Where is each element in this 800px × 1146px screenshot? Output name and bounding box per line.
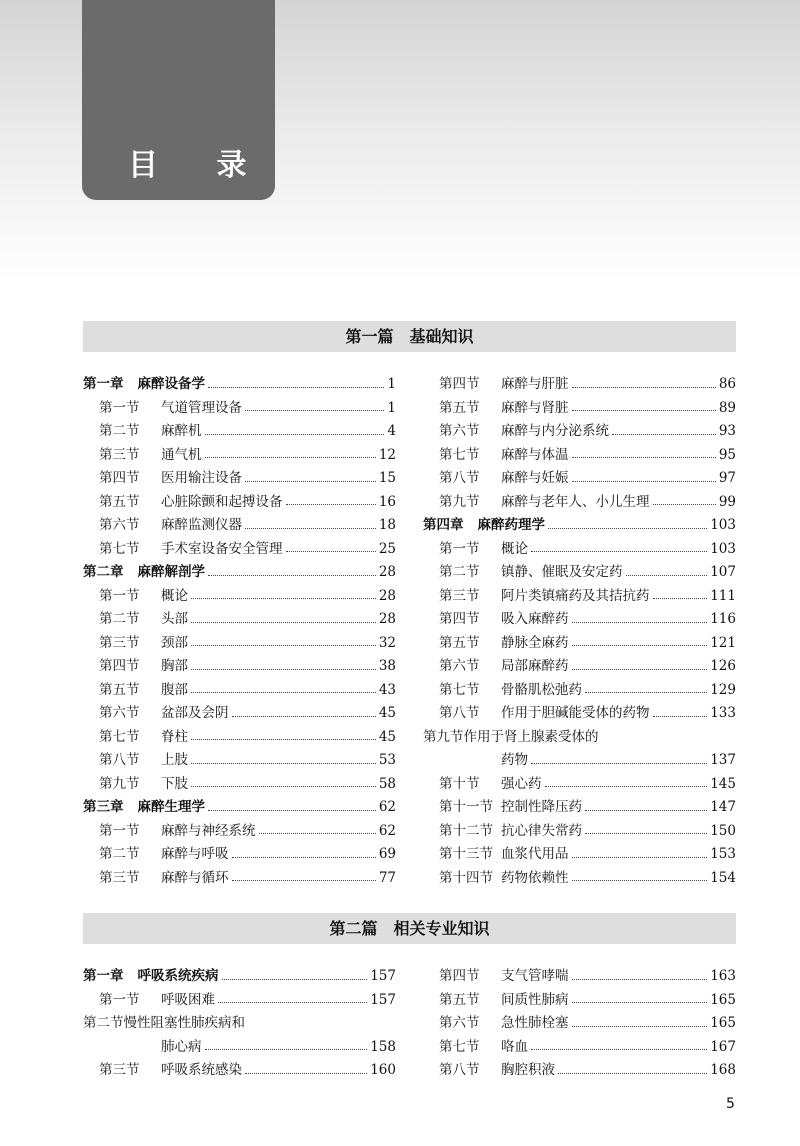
entry-page-number: 133: [710, 705, 736, 721]
entry-title: 强心药: [501, 775, 542, 792]
entry-title: 腹部: [161, 681, 188, 698]
toc-column: [423, 373, 736, 890]
toc-section-entry[interactable]: [83, 989, 396, 1013]
toc-section-entry[interactable]: [423, 796, 736, 820]
entry-number: 第九节: [99, 775, 140, 792]
entry-page-number: 15: [378, 470, 396, 486]
toc-section-entry[interactable]: [83, 867, 396, 891]
entry-title: 阿片类镇痛药及其拮抗药: [501, 587, 650, 604]
entry-page-number: 28: [378, 587, 396, 604]
entry-title: 通气机: [161, 446, 202, 463]
toc-section-entry[interactable]: [83, 444, 396, 468]
entry-number: 第六节: [439, 423, 480, 439]
dot-leader: [191, 668, 376, 670]
dot-leader: [585, 832, 707, 834]
entry-number: 第五节: [99, 493, 140, 510]
entry-page-number: 99: [718, 493, 736, 510]
entry-title: 镇静、催眠及安定药: [501, 564, 623, 580]
entry-title: 麻醉与体温: [501, 446, 569, 463]
toc-section-entry[interactable]: [423, 965, 736, 989]
dot-leader: [245, 480, 376, 482]
entry-page-number: 16: [378, 493, 396, 510]
entry-title: 骨骼肌松弛药: [501, 681, 582, 698]
entry-number: 第九节: [439, 493, 480, 510]
entry-title: 呼吸系统感染: [161, 1062, 242, 1078]
entry-number: 第一节: [99, 399, 140, 416]
dot-leader: [531, 762, 707, 764]
entry-page-number: 157: [370, 991, 396, 1008]
entry-number: 第一章: [83, 968, 124, 984]
entry-title: 麻醉解剖学: [137, 564, 205, 580]
entry-number: 第四节: [99, 470, 140, 486]
entry-number: 第八节: [439, 470, 480, 486]
entry-title: 麻醉药理学: [477, 517, 545, 533]
entry-title: 胸部: [161, 658, 188, 674]
entry-number: 第二节: [439, 564, 480, 580]
entry-title: 麻醉与呼吸: [161, 846, 229, 862]
entry-title: 控制性降压药: [501, 799, 582, 815]
entry-page-number: 43: [378, 681, 396, 698]
toc-section-entry[interactable]: [83, 1036, 396, 1060]
entry-page-number: 150: [710, 822, 736, 839]
entry-title: 静脉全麻药: [501, 634, 569, 651]
toc-section-entry[interactable]: [423, 989, 736, 1013]
toc-section-entry[interactable]: [423, 538, 736, 562]
entry-number: 第九节: [423, 728, 464, 745]
toc-section-entry[interactable]: [423, 491, 736, 515]
entry-number: 第八节: [439, 1062, 480, 1078]
entry-number: 第四章: [423, 517, 464, 533]
entry-title: 麻醉与老年人、小儿生理: [501, 493, 650, 510]
entry-page-number: 154: [710, 869, 736, 886]
toc-chapter-entry[interactable]: [83, 561, 396, 585]
toc-section-entry[interactable]: [423, 867, 736, 891]
entry-page-number: 137: [710, 752, 736, 768]
entry-title: 血浆代用品: [501, 846, 569, 862]
entry-title: 药物: [501, 752, 528, 768]
entry-number: 第六节: [439, 1015, 480, 1031]
entry-page-number: 4: [387, 423, 396, 439]
entry-title: 概论: [501, 540, 528, 557]
toc-section-entry[interactable]: [83, 491, 396, 515]
entry-title: 胸腔积液: [501, 1062, 555, 1078]
entry-title: 抗心律失常药: [501, 822, 582, 839]
entry-title: 盆部及会阴: [161, 705, 229, 721]
entry-page-number: 45: [378, 728, 396, 745]
toc-section-entry[interactable]: [83, 820, 396, 844]
dot-leader: [245, 409, 384, 411]
entry-page-number: 121: [710, 634, 736, 651]
dot-leader: [245, 527, 376, 529]
dot-leader: [572, 480, 716, 482]
toc-chapter-entry[interactable]: [83, 965, 396, 989]
entry-title: 作用于胆碱能受体的药物: [501, 705, 650, 721]
entry-title: 呼吸系统疾病: [137, 968, 219, 984]
entry-number: 第八节: [439, 705, 480, 721]
toc-section-entry[interactable]: [423, 561, 736, 585]
toc-chapter-entry[interactable]: [83, 373, 396, 397]
toc-section-entry[interactable]: [423, 702, 736, 726]
entry-page-number: 165: [710, 991, 736, 1008]
toc-section-entry[interactable]: [423, 397, 736, 421]
entry-page-number: 1: [387, 399, 396, 416]
entry-number: 第二节: [99, 846, 140, 862]
entry-page-number: 129: [710, 681, 736, 698]
entry-page-number: 157: [370, 968, 396, 984]
toc-column: [423, 965, 736, 1083]
entry-page-number: 53: [378, 752, 396, 768]
entry-number: 第四节: [439, 611, 480, 627]
entry-title: 概论: [161, 587, 188, 604]
dot-leader: [572, 879, 708, 881]
entry-number: 第四节: [439, 376, 480, 392]
dot-leader: [531, 1048, 707, 1050]
toc-section-entry[interactable]: [423, 820, 736, 844]
entry-page-number: 1: [387, 376, 396, 392]
entry-title: 咯血: [501, 1038, 528, 1055]
entry-title: 下肢: [161, 775, 188, 792]
entry-number: 第五节: [99, 681, 140, 698]
dot-leader: [612, 433, 716, 435]
dot-leader: [191, 738, 376, 740]
toc-chapter-entry[interactable]: [83, 796, 396, 820]
dot-leader: [232, 856, 376, 858]
entry-page-number: 28: [378, 564, 396, 580]
entry-title: 药物依赖性: [501, 869, 569, 886]
entry-page-number: 38: [378, 658, 396, 674]
entry-title: 手术室设备安全管理: [161, 540, 283, 557]
entry-title: 麻醉与内分泌系统: [501, 423, 609, 439]
entry-page-number: 153: [710, 846, 736, 862]
entry-page-number: 103: [710, 517, 736, 533]
toc-section-entry[interactable]: [423, 749, 736, 773]
toc-section-entry[interactable]: [83, 397, 396, 421]
toc-section-entry[interactable]: [83, 1012, 396, 1036]
dot-leader: [205, 433, 385, 435]
dot-leader: [572, 386, 716, 388]
entry-page-number: 103: [710, 540, 736, 557]
entry-page-number: 58: [378, 775, 396, 792]
entry-number: 第一节: [439, 540, 480, 557]
dot-leader: [191, 597, 376, 599]
entry-page-number: 111: [710, 587, 736, 604]
entry-title: 麻醉生理学: [137, 799, 205, 815]
dot-leader: [545, 785, 708, 787]
entry-number: 第三节: [99, 1062, 140, 1078]
toc-section-entry[interactable]: [423, 373, 736, 397]
entry-number: 第六节: [99, 705, 140, 721]
entry-page-number: 93: [718, 423, 736, 439]
dot-leader: [585, 809, 707, 811]
entry-title: 局部麻醉药: [501, 658, 569, 674]
dot-leader: [191, 691, 376, 693]
entry-number: 第一节: [99, 991, 140, 1008]
toc-section-entry[interactable]: [423, 420, 736, 444]
dot-leader: [572, 1025, 708, 1027]
entry-page-number: 12: [378, 446, 396, 463]
entry-number: 第十一节: [439, 799, 493, 815]
toc-section-entry[interactable]: [423, 632, 736, 656]
entry-title: 间质性肺病: [501, 991, 569, 1008]
entry-page-number: 167: [710, 1038, 736, 1055]
toc-section-entry[interactable]: [423, 1012, 736, 1036]
dot-leader: [222, 978, 368, 980]
entry-title: 呼吸困难: [161, 991, 215, 1008]
entry-page-number: 116: [710, 611, 736, 627]
entry-title: 头部: [161, 611, 188, 627]
toc-section-entry[interactable]: [83, 514, 396, 538]
entry-number: 第八节: [99, 752, 140, 768]
entry-page-number: 89: [718, 399, 736, 416]
entry-number: 第二节: [99, 423, 140, 439]
entry-page-number: 147: [710, 799, 736, 815]
dot-leader: [208, 574, 376, 576]
entry-number: 第一节: [99, 822, 140, 839]
dot-leader: [208, 809, 376, 811]
toc-section-entry[interactable]: [423, 843, 736, 867]
toc-section-entry[interactable]: [83, 773, 396, 797]
entry-number: 第五节: [439, 991, 480, 1008]
toc-section-entry[interactable]: [83, 632, 396, 656]
dot-leader: [572, 856, 708, 858]
dot-leader: [572, 621, 708, 623]
entry-number: 第二节: [83, 1015, 124, 1031]
entry-title: 麻醉与循环: [161, 869, 229, 886]
entry-number: 第二章: [83, 564, 124, 580]
dot-leader: [548, 527, 707, 529]
dot-leader: [218, 1001, 367, 1003]
dot-leader: [205, 456, 376, 458]
entry-page-number: 32: [378, 634, 396, 651]
toc-section-entry[interactable]: [83, 608, 396, 632]
entry-page-number: 18: [378, 517, 396, 533]
entry-title: 气道管理设备: [161, 399, 242, 416]
dot-leader: [286, 550, 376, 552]
entry-page-number: 107: [710, 564, 736, 580]
entry-number: 第五节: [439, 399, 480, 416]
toc-section-entry[interactable]: [423, 608, 736, 632]
entry-number: 第三节: [439, 587, 480, 604]
toc-section-entry[interactable]: [83, 749, 396, 773]
dot-leader: [191, 785, 376, 787]
toc-section-entry[interactable]: [423, 679, 736, 703]
dot-leader: [558, 1072, 707, 1074]
entry-page-number: 126: [710, 658, 736, 674]
entry-number: 第十三节: [439, 846, 493, 862]
part-heading-2: 第二篇 相关专业知识: [83, 913, 736, 944]
entry-number: 第六节: [99, 517, 140, 533]
dot-leader: [653, 715, 708, 717]
dot-leader: [286, 503, 376, 505]
dot-leader: [653, 597, 708, 599]
entry-title: 作用于肾上腺素受体的: [463, 728, 599, 745]
entry-title: 麻醉与妊娠: [501, 470, 569, 486]
toc-column: [83, 373, 396, 890]
dot-leader: [572, 668, 708, 670]
entry-number: 第四节: [99, 658, 140, 674]
entry-page-number: 158: [370, 1038, 396, 1055]
entry-number: 第三章: [83, 799, 124, 815]
dot-leader: [626, 574, 708, 576]
toc-section-entry[interactable]: [423, 444, 736, 468]
entry-title: 麻醉设备学: [137, 376, 205, 392]
entry-page-number: 28: [378, 611, 396, 627]
toc-section-entry[interactable]: [83, 679, 396, 703]
toc-section-entry[interactable]: [83, 538, 396, 562]
entry-page-number: 145: [710, 775, 736, 792]
dot-leader: [585, 691, 707, 693]
entry-title: 麻醉与肾脏: [501, 399, 569, 416]
entry-title: 上肢: [161, 752, 188, 768]
dot-leader: [232, 879, 376, 881]
dot-leader: [531, 550, 707, 552]
entry-title: 麻醉与神经系统: [161, 822, 256, 839]
entry-page-number: 62: [378, 822, 396, 839]
entry-title: 颈部: [161, 634, 188, 651]
entry-page-number: 168: [710, 1062, 736, 1078]
toc-section-entry[interactable]: [423, 655, 736, 679]
entry-number: 第一章: [83, 376, 124, 392]
toc-section-entry[interactable]: [83, 843, 396, 867]
entry-number: 第七节: [439, 681, 480, 698]
toc-section-entry[interactable]: [423, 1036, 736, 1060]
entry-page-number: 163: [710, 968, 736, 984]
toc-section-entry[interactable]: [83, 726, 396, 750]
dot-leader: [572, 644, 708, 646]
entry-number: 第三节: [99, 446, 140, 463]
toc-section-entry[interactable]: [423, 467, 736, 491]
entry-page-number: 95: [718, 446, 736, 463]
toc-section-entry[interactable]: [83, 585, 396, 609]
dot-leader: [572, 1001, 708, 1003]
entry-page-number: 86: [718, 376, 736, 392]
entry-number: 第十四节: [439, 869, 493, 886]
dot-leader: [191, 644, 376, 646]
toc-section-entry[interactable]: [423, 585, 736, 609]
entry-title: 医用输注设备: [161, 470, 242, 486]
entry-title: 吸入麻醉药: [501, 611, 569, 627]
toc-section-entry[interactable]: [83, 655, 396, 679]
entry-page-number: 77: [378, 869, 396, 886]
dot-leader: [259, 832, 376, 834]
toc-section-entry[interactable]: [83, 420, 396, 444]
toc-section-entry[interactable]: [423, 726, 736, 750]
entry-number: 第五节: [439, 634, 480, 651]
part-heading-1: 第一篇 基础知识: [83, 321, 736, 352]
page-number: 5: [726, 1096, 735, 1112]
dot-leader: [232, 715, 376, 717]
entry-number: 第六节: [439, 658, 480, 674]
entry-number: 第三节: [99, 869, 140, 886]
dot-leader: [205, 1048, 368, 1050]
entry-page-number: 45: [378, 705, 396, 721]
entry-page-number: 97: [718, 470, 736, 486]
dot-leader: [653, 503, 716, 505]
entry-page-number: 62: [378, 799, 396, 815]
entry-page-number: 25: [378, 540, 396, 557]
entry-number: 第七节: [439, 1038, 480, 1055]
entry-title: 肺心病: [161, 1038, 202, 1055]
dot-leader: [572, 978, 708, 980]
dot-leader: [191, 762, 376, 764]
toc-column: [83, 965, 396, 1083]
entry-number: 第二节: [99, 611, 140, 627]
toc-chapter-entry[interactable]: [423, 514, 736, 538]
entry-title: 麻醉与肝脏: [501, 376, 569, 392]
entry-page-number: 165: [710, 1015, 736, 1031]
page-title: 目 录: [128, 148, 271, 183]
entry-title: 慢性阻塞性肺疾病和: [123, 1015, 245, 1031]
entry-number: 第十节: [439, 775, 480, 792]
dot-leader: [572, 409, 716, 411]
entry-title: 支气管哮喘: [501, 968, 569, 984]
entry-number: 第七节: [99, 540, 140, 557]
entry-number: 第一节: [99, 587, 140, 604]
dot-leader: [208, 386, 384, 388]
dot-leader: [245, 1072, 367, 1074]
entry-title: 麻醉机: [161, 423, 202, 439]
entry-title: 心脏除颤和起搏设备: [161, 493, 283, 510]
toc-section-entry[interactable]: [83, 467, 396, 491]
entry-title: 脊柱: [161, 728, 188, 745]
entry-number: 第七节: [99, 728, 140, 745]
toc-section-entry[interactable]: [83, 702, 396, 726]
entry-page-number: 69: [378, 846, 396, 862]
toc-section-entry[interactable]: [423, 1059, 736, 1083]
entry-number: 第七节: [439, 446, 480, 463]
dot-leader: [572, 456, 716, 458]
toc-section-entry[interactable]: [83, 1059, 396, 1083]
entry-title: 急性肺栓塞: [501, 1015, 569, 1031]
entry-page-number: 160: [370, 1062, 396, 1078]
toc-section-entry[interactable]: [423, 773, 736, 797]
entry-title: 麻醉监测仪器: [161, 517, 242, 533]
entry-number: 第四节: [439, 968, 480, 984]
dot-leader: [191, 621, 376, 623]
entry-number: 第十二节: [439, 822, 493, 839]
entry-number: 第三节: [99, 634, 140, 651]
